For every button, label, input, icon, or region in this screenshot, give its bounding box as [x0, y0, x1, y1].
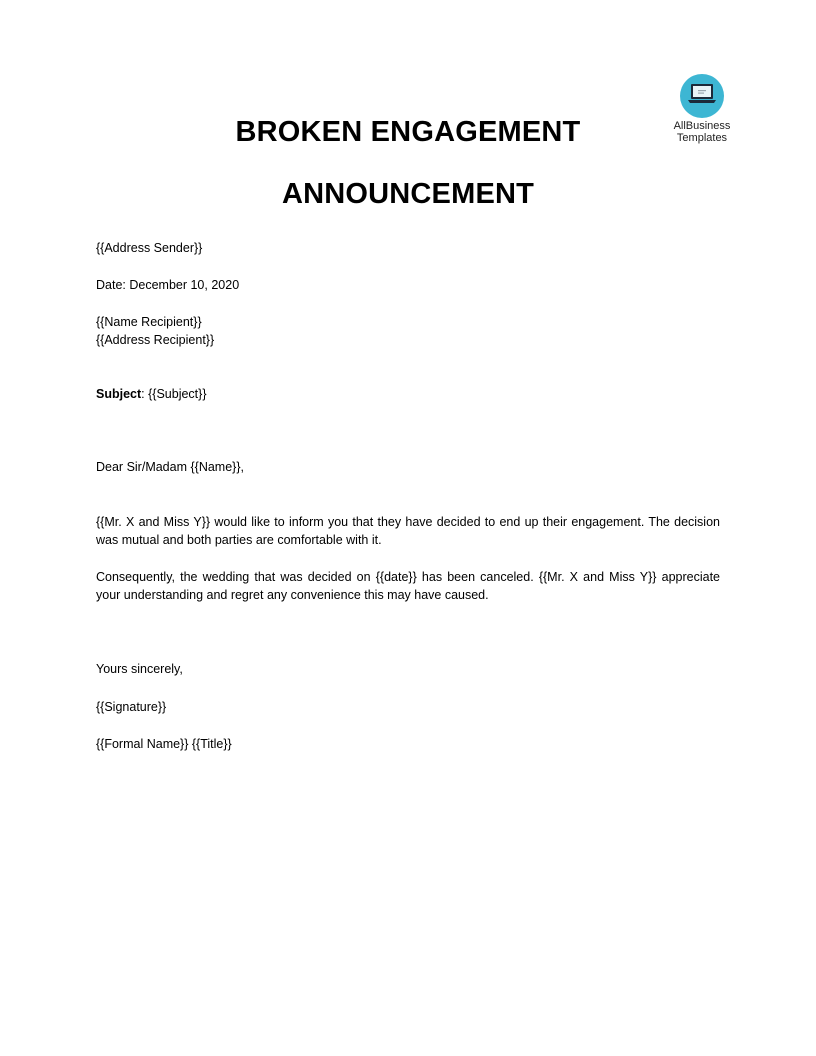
subject-line	[96, 385, 720, 403]
logo-text-line2: Templates	[676, 132, 728, 144]
body-paragraph-2: Consequently, the wedding that was decided on {{date}} has been canceled. {{Mr. X and Miss Y}} appreciate your understanding and regret any convenience this may have caused.	[96, 570, 720, 602]
salutation: Dear Sir/Madam {{Name}},	[96, 460, 244, 474]
closing: Yours sincerely,	[96, 662, 183, 676]
laptop-icon	[687, 83, 717, 107]
name-recipient: {{Name Recipient}}	[96, 315, 202, 329]
address-recipient: {{Address Recipient}}	[96, 333, 215, 347]
address-sender: {{Address Sender}}	[96, 241, 203, 255]
subject-value: : {{Subject}}	[141, 387, 207, 401]
formal-name-title: {{Formal Name}} {{Title}}	[96, 737, 232, 751]
subject-label: Subject	[96, 387, 142, 401]
document-title-line1: BROKEN ENGAGEMENT	[235, 116, 581, 148]
logo-circle	[680, 74, 724, 118]
letter-date: Date: December 10, 2020	[96, 278, 240, 292]
body-paragraph-1: {{Mr. X and Miss Y}} would like to inform you that they have decided to end up their engagement. The decision was mutual and both parties are comfortable with it.	[96, 515, 720, 547]
document-title-line2: ANNOUNCEMENT	[281, 178, 535, 210]
signature: {{Signature}}	[96, 700, 167, 714]
logo-text-line1: AllBusiness	[673, 120, 731, 132]
